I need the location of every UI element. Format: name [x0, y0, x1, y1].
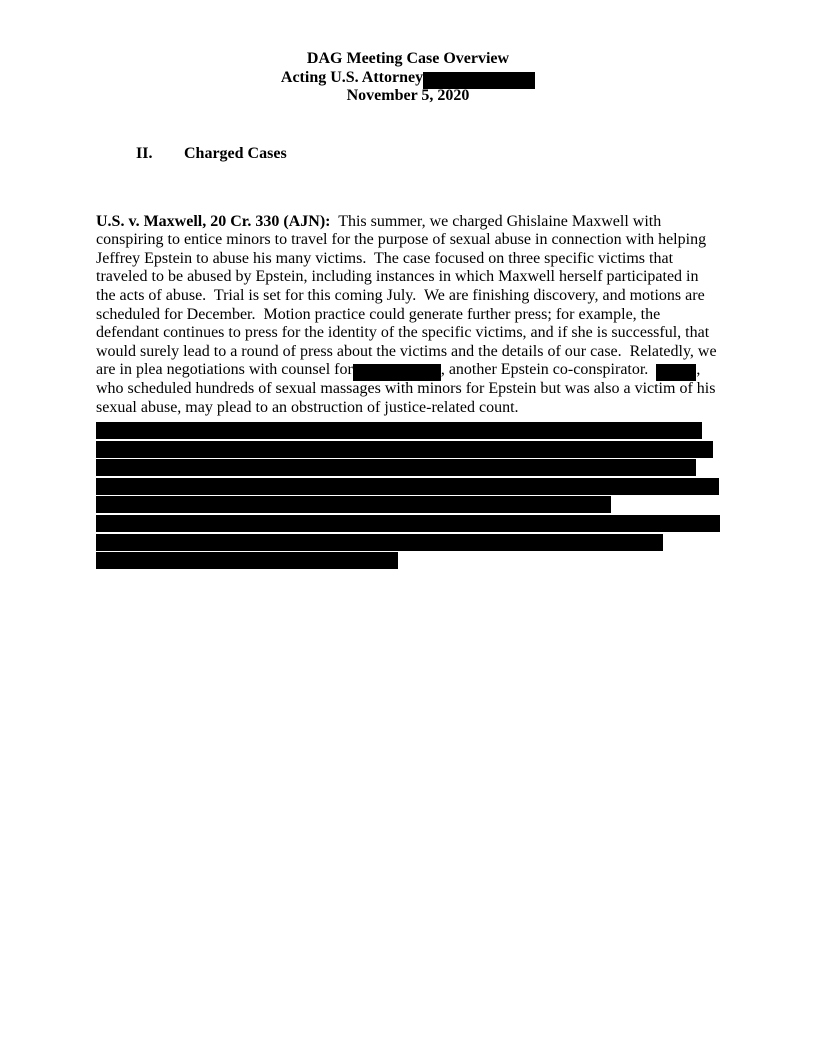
paragraph-line: conspiring to entice minors to travel for the purpose of sexual abuse in connection with helping	[96, 231, 707, 249]
redaction-bar	[96, 496, 611, 513]
redaction-bar	[96, 441, 713, 458]
redaction-bar	[96, 552, 398, 569]
redaction-bar	[96, 534, 663, 551]
attorney-line-prefix: Acting U.S. Attorney	[280, 68, 424, 86]
section-title: Charged Cases	[184, 145, 287, 163]
paragraph-text: ,	[696, 361, 701, 379]
redaction-bar	[96, 459, 696, 476]
person-name-redaction-box	[656, 364, 696, 381]
section-heading	[96, 127, 720, 183]
paragraph-line	[96, 361, 720, 380]
attorney-name-redaction-box	[423, 72, 535, 89]
case-caption: U.S. v. Maxwell, 20 Cr. 330 (AJN):	[96, 212, 331, 230]
paragraph-text: This summer, we charged Ghislaine Maxwell with	[330, 212, 662, 230]
paragraph-line: Jeffrey Epstein to abuse his many victims. The case focused on three specific victims that	[96, 249, 674, 267]
paragraph-text: are in plea negotiations with counsel for	[96, 361, 353, 379]
paragraph-line	[96, 213, 720, 232]
attorney-line	[96, 69, 720, 88]
case-paragraph	[96, 213, 720, 418]
section-number: II.	[136, 145, 153, 163]
redaction-bar	[96, 515, 720, 532]
paragraph-line: scheduled for December. Motion practice could generate further press; for example, the	[96, 305, 661, 323]
redaction-bar	[96, 478, 719, 495]
redacted-paragraph-block	[96, 422, 720, 569]
paragraph-line: traveled to be abused by Epstein, including instances in which Maxwell herself participated in	[96, 268, 699, 286]
paragraph-line: the acts of abuse. Trial is set for this coming July. We are finishing discovery, and motions are	[96, 286, 705, 304]
paragraph-text: , another Epstein co-conspirator.	[440, 361, 657, 379]
paragraph-line: would surely lead to a round of press about the victims and the details of our case. Relatedly, we	[96, 342, 717, 360]
document-title: DAG Meeting Case Overview	[306, 50, 510, 67]
document-date: November 5, 2020	[346, 87, 470, 105]
redaction-bar	[96, 422, 702, 439]
paragraph-line: defendant continues to press for the identity of the specific victims, and if she is successful, that	[96, 324, 710, 342]
paragraph-line: sexual abuse, may plead to an obstruction of justice-related count.	[96, 398, 519, 416]
document-header	[96, 50, 720, 106]
paragraph-line: who scheduled hundreds of sexual massages with minors for Epstein but was also a victim of his	[96, 379, 716, 397]
co-conspirator-name-redaction-box	[353, 364, 441, 381]
